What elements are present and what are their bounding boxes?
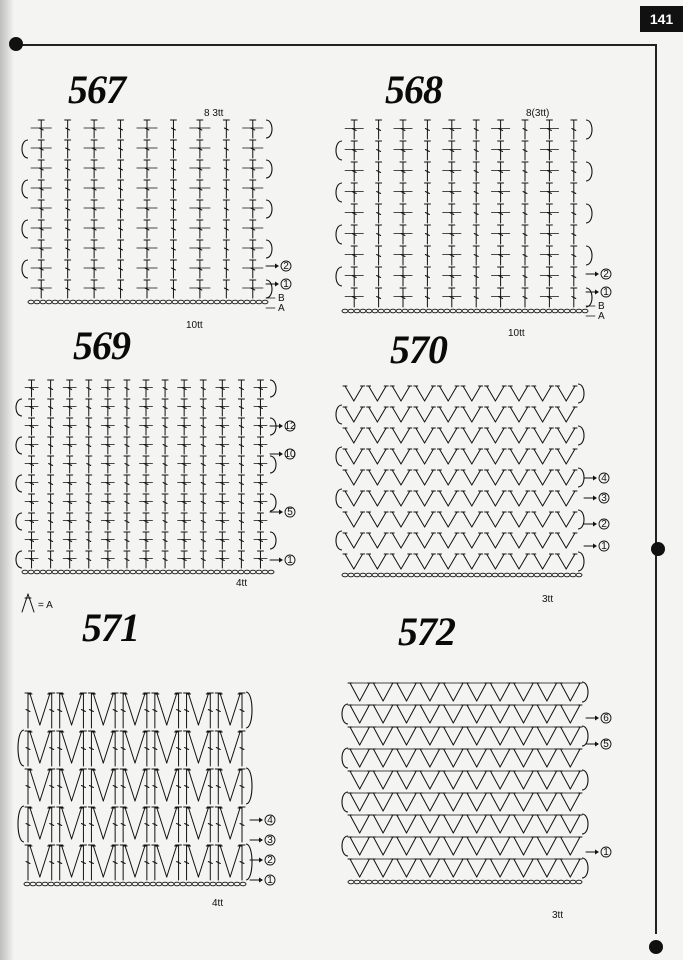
page-number-tab: 141 (640, 6, 683, 32)
diagram-571 (18, 684, 288, 910)
base-note-572: 3tt (552, 910, 564, 921)
row-marker-567-2 (266, 261, 291, 272)
svg-text:1: 1 (603, 287, 609, 298)
row-marker-571-1 (250, 875, 275, 886)
row-marker-571-3 (250, 835, 275, 846)
chart-572 (336, 670, 626, 922)
pattern-number-572: 572 (398, 609, 455, 654)
chart-569 (14, 372, 309, 617)
svg-text:2: 2 (603, 269, 609, 280)
svg-text:1: 1 (287, 555, 293, 566)
row-marker-572-1 (586, 847, 611, 858)
row-marker-569-1 (270, 555, 295, 566)
stitch-legend-text: = A (38, 600, 53, 611)
svg-text:4: 4 (601, 473, 607, 484)
svg-text:2: 2 (601, 519, 607, 530)
base-note-568: 10tt (508, 328, 525, 339)
svg-text:3: 3 (267, 835, 273, 846)
base-note-569: 4tt (236, 578, 248, 589)
row-letter-567-B: B (278, 293, 285, 304)
pattern-number-568: 568 (385, 67, 442, 112)
row-marker-570-3 (584, 493, 609, 504)
row-marker-571-2 (250, 855, 275, 866)
top-note-568: 8(3tt) (526, 108, 550, 119)
chart-570 (334, 374, 624, 604)
frame-right-rule (655, 44, 657, 934)
svg-text:10: 10 (284, 449, 296, 460)
row-marker-572-5 (586, 739, 611, 750)
row-marker-572-6 (586, 713, 611, 724)
row-marker-571-4 (250, 815, 275, 826)
svg-text:1: 1 (601, 541, 607, 552)
pattern-number-571: 571 (82, 605, 139, 650)
svg-text:5: 5 (287, 507, 293, 518)
row-marker-568-2 (586, 269, 611, 280)
chart-571 (18, 684, 288, 910)
diagram-569 (14, 372, 309, 617)
diagram-568 (330, 104, 615, 338)
frame-top-rule (16, 44, 656, 46)
row-marker-568-1 (586, 287, 611, 298)
pattern-number-567: 567 (68, 67, 125, 112)
chart-568 (330, 104, 615, 338)
row-marker-570-2 (584, 519, 609, 530)
svg-text:1: 1 (283, 279, 289, 290)
row-letter-568-A: A (598, 311, 605, 322)
chart-567 (16, 104, 289, 331)
diagram-567 (16, 104, 289, 331)
corner-dot-top-left (9, 37, 23, 51)
row-marker-570-4 (584, 473, 609, 484)
top-note-567: 8 3tt (204, 108, 224, 119)
row-marker-570-1 (584, 541, 609, 552)
svg-text:2: 2 (283, 261, 289, 272)
base-note-571: 4tt (212, 898, 224, 909)
row-letter-567-A: A (278, 303, 285, 314)
corner-dot-bottom-right (649, 940, 663, 954)
row-marker-567-1 (266, 279, 291, 290)
row-letter-568-B: B (598, 301, 605, 312)
side-dot-right (651, 542, 665, 556)
svg-text:1: 1 (267, 875, 273, 886)
pattern-number-570: 570 (390, 327, 447, 372)
base-note-567: 10tt (186, 320, 203, 331)
svg-text:5: 5 (603, 739, 609, 750)
diagram-572 (336, 670, 626, 922)
row-marker-569-12 (270, 421, 296, 432)
svg-text:2: 2 (267, 855, 273, 866)
pattern-number-569: 569 (73, 323, 130, 368)
book-spine-shadow (0, 0, 14, 960)
svg-text:12: 12 (284, 421, 296, 432)
svg-text:3: 3 (601, 493, 607, 504)
svg-text:1: 1 (603, 847, 609, 858)
base-note-570: 3tt (542, 594, 554, 605)
svg-text:6: 6 (603, 713, 609, 724)
stitch-legend-569 (22, 594, 53, 612)
svg-text:4: 4 (267, 815, 273, 826)
diagram-570 (334, 374, 624, 604)
